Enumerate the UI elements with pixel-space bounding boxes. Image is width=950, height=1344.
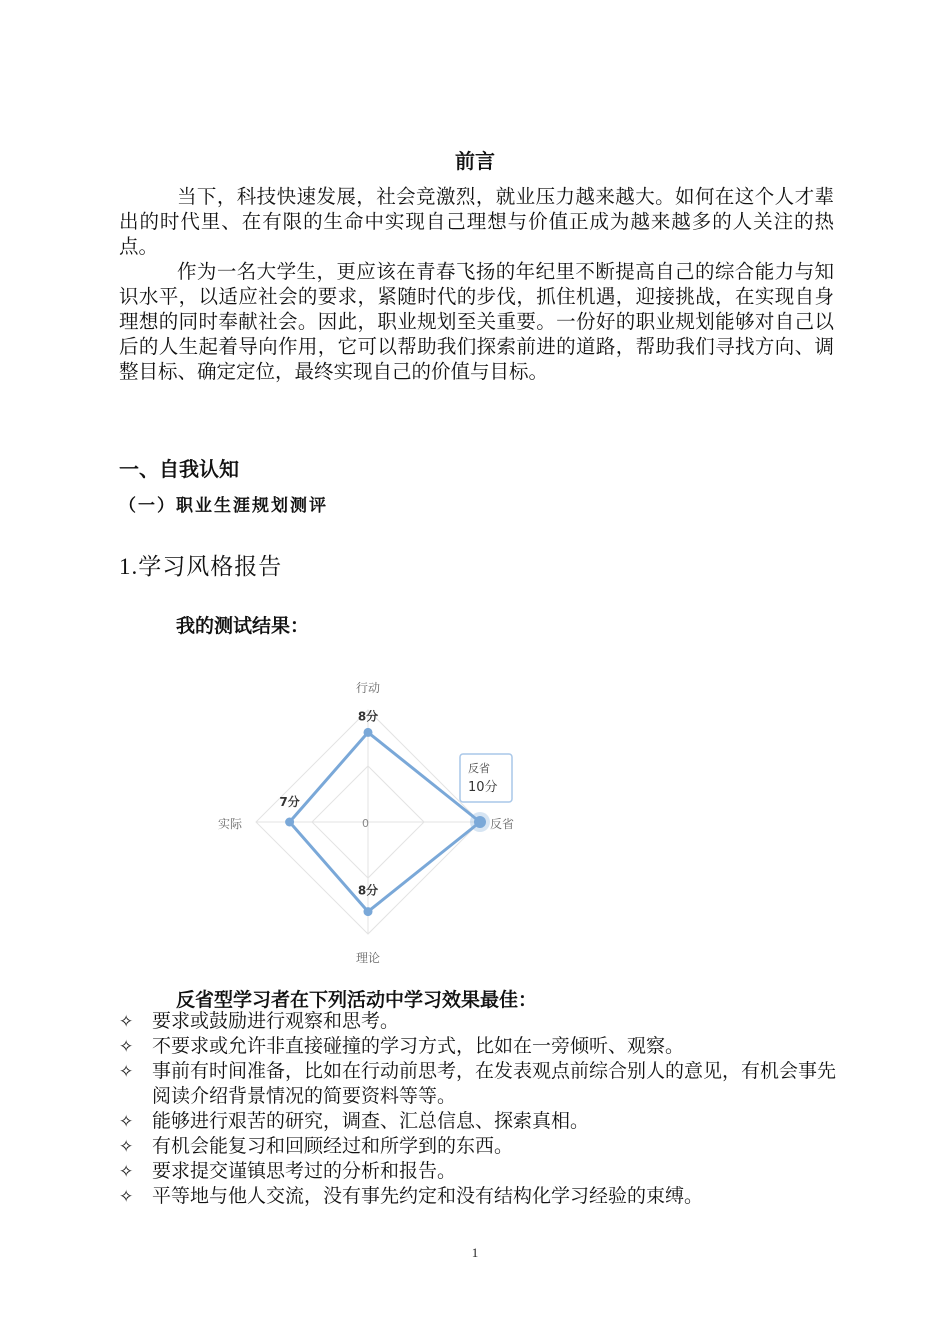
tooltip-value: 10分 bbox=[468, 780, 498, 795]
data-point bbox=[364, 728, 373, 737]
list-item bbox=[119, 1109, 849, 1134]
activities-list bbox=[119, 1009, 849, 1209]
list-item bbox=[119, 1009, 849, 1034]
bullet-diamond-icon: ✧ bbox=[119, 1187, 134, 1206]
list-item bbox=[119, 1184, 849, 1209]
axis-label: 理论 bbox=[355, 951, 381, 965]
data-point bbox=[474, 816, 486, 828]
intro-paragraph-2: 作为一名大学生，更应该在青春飞扬的年纪里不断提高自己的综合能力与知识水平，以适应社会的要求，紧随时代的步伐，抓住机遇，迎接挑战，在实现自身理想的同时奉献社会。因此，职业规划至关重要。一份好的职业规划能够对自己以后的人生起着导向作用，它可以帮助我们探索前进的道路，帮助我们寻找方向、调整目标、确定定位，最终实现自己的价值与目标。 bbox=[119, 262, 834, 383]
list-item bbox=[119, 1134, 849, 1159]
subsection-heading-assessment: （一）职业生涯规划测评 bbox=[119, 496, 328, 516]
page-title: 前言 bbox=[455, 149, 495, 173]
center-label: 0 bbox=[362, 817, 369, 830]
data-point bbox=[285, 818, 294, 827]
axis-label: 反省 bbox=[490, 817, 515, 831]
bullet-diamond-icon: ✧ bbox=[119, 1137, 134, 1156]
list-item-text: 不要求或允许非直接碰撞的学习方式，比如在一旁倾听、观察。 bbox=[152, 1036, 685, 1057]
list-item bbox=[119, 1059, 849, 1109]
axis-label: 行动 bbox=[355, 681, 381, 695]
page-number: 1 bbox=[471, 1245, 479, 1260]
tooltip-title: 反省 bbox=[468, 762, 490, 775]
result-label: 我的测试结果： bbox=[176, 615, 310, 637]
list-item bbox=[119, 1159, 849, 1184]
bullet-diamond-icon: ✧ bbox=[119, 1162, 134, 1181]
bullet-diamond-icon: ✧ bbox=[119, 1112, 134, 1131]
list-item-text: 能够进行艰苦的研究，调查、汇总信息、探索真相。 bbox=[152, 1111, 590, 1132]
value-label: 7分 bbox=[279, 795, 300, 809]
value-label: 8分 bbox=[357, 709, 379, 724]
axis-label: 实际 bbox=[217, 817, 242, 831]
bullet-diamond-icon: ✧ bbox=[119, 1037, 134, 1056]
list-item-text: 平等地与他人交流，没有事先约定和没有结构化学习经验的束缚。 bbox=[152, 1186, 704, 1207]
bullet-diamond-icon: ✧ bbox=[119, 1012, 134, 1031]
list-item-text: 要求提交谨镇思考过的分析和报告。 bbox=[152, 1161, 457, 1182]
list-item-text: 要求或鼓励进行观察和思考。 bbox=[152, 1011, 400, 1032]
list-item bbox=[119, 1034, 849, 1059]
data-point bbox=[364, 907, 373, 916]
list-item-text: 有机会能复习和回顾经过和所学到的东西。 bbox=[152, 1136, 514, 1157]
intro-paragraph-1: 当下，科技快速发展，社会竞激烈，就业压力越来越大。如何在这个人才辈出的时代里、在有限的生命中实现自己理想与价值正成为越来越多的人关注的热点。 bbox=[119, 187, 834, 258]
subsubsection-heading-learning-style: 1.学习风格报告 bbox=[119, 554, 283, 579]
bullet-diamond-icon: ✧ bbox=[119, 1062, 134, 1081]
radar-tooltip bbox=[460, 754, 512, 802]
activities-heading: 反省型学习者在下列活动中学习效果最佳： bbox=[176, 989, 538, 1011]
learning-style-radar-chart bbox=[195, 670, 545, 970]
section-heading-self-awareness: 一、自我认知 bbox=[119, 457, 239, 481]
list-item-text: 事前有时间准备，比如在行动前思考，在发表观点前综合别人的意见，有机会事先阅读介绍背景情况的简要资料等等。 bbox=[152, 1061, 837, 1107]
value-label: 8分 bbox=[357, 883, 379, 898]
